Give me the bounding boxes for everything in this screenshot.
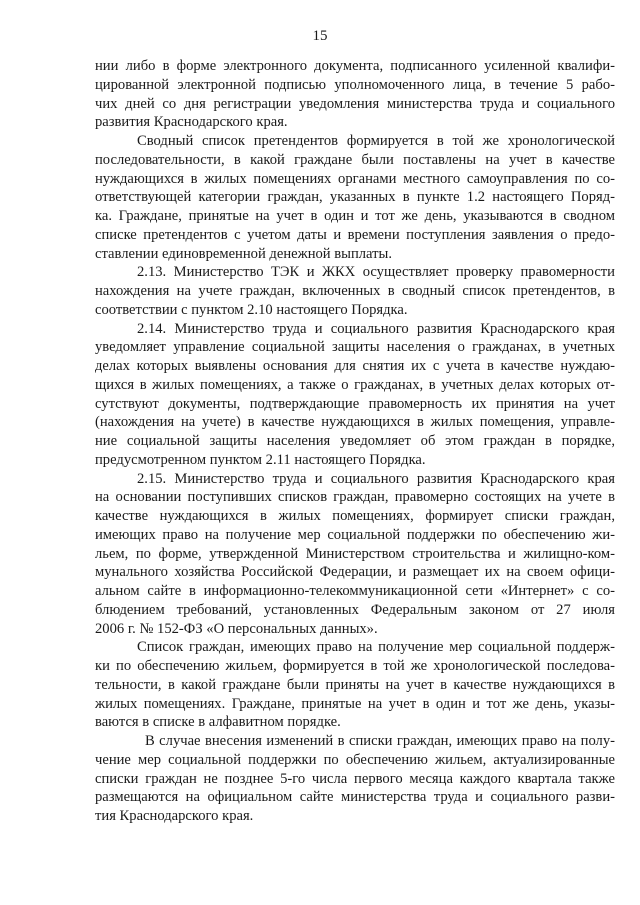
paragraph-citizens-list [95, 638, 615, 732]
text-line: мунального хозяйства Российской Федерации, и размещает их на своем офици- [95, 564, 615, 581]
text-line: блюдением требований, установленных Федеральным законом от 27 июля [95, 601, 615, 618]
text-line: на основании поступивших списков граждан, правомерно состоящих на учете в [95, 489, 615, 506]
text-line: ка. Граждане, принятые на учет в один и тот же день, указываются в сводном [95, 208, 615, 224]
text-line: В случае внесения изменений в списки граждан, имеющих право на полу- [145, 733, 615, 749]
text-line: сутствуют документы, подтверждающие правомерность их принятия на учет [95, 395, 615, 412]
text-line: развития Краснодарского края. [95, 114, 288, 131]
text-line: чих дней со дня регистрации уведомления министерства труда и социального [95, 95, 615, 112]
text-line: 2.14. Министерство труда и социального развития Краснодарского края [137, 320, 615, 337]
document-body [95, 57, 615, 826]
text-line: (нахождения на учете) в качестве нуждающихся в жилых помещения, управле- [95, 414, 615, 431]
text-line: нахождения на учете граждан, включенных в сводный список претендентов, в [95, 283, 615, 299]
text-line: делах которых выявлены основания для снятия их с учета в качестве нуждаю- [95, 358, 615, 374]
text-line: качестве нуждающихся в жилых помещениях, формирует списки граждан, [95, 508, 615, 524]
text-line: последовательности, в какой граждане были поставлены на учет в качестве [95, 151, 615, 168]
text-line: уведомляет управление социальной защиты населения о гражданах, в учетных [95, 339, 615, 356]
paragraph-clause-2-14 [95, 320, 615, 470]
text-line: льем, по форме, утвержденной Министерством строительства и жилищно-ком- [95, 545, 615, 562]
text-line: списке претендентов с учетом даты и времени поступления заявления о предо- [95, 226, 615, 243]
text-line: нии либо в форме электронного документа, подписанного усиленной квалифи- [95, 58, 615, 74]
text-line: Список граждан, имеющих право на получение мер социальной поддерж- [137, 639, 615, 656]
text-line: Сводный список претендентов формируется в той же хронологической [137, 133, 615, 149]
text-line: тия Краснодарского края. [95, 808, 254, 824]
text-line: 2.13. Министерство ТЭК и ЖКХ осуществляет проверку правомерности [137, 264, 615, 281]
text-line: ки по обеспечению жильем, формируется в той же хронологической последова- [95, 658, 615, 674]
text-line: нуждающихся в жилых помещениях органами местного самоуправления по со- [95, 170, 615, 187]
text-line: жилых помещениях. Граждане, принятые на учет в один и тот же день, указы- [95, 695, 615, 712]
text-line: чение мер социальной поддержки по обеспечению жильем, актуализированные [95, 751, 615, 768]
text-line: ответствующей категории граждан, указанных в пункте 1.2 настоящего Поряд- [95, 189, 615, 206]
text-line: ние социальной защиты населения уведомляет об этом граждан в порядке, [95, 433, 615, 449]
text-line: цированной электронной подписью уполномоченного лица, в течение 5 рабо- [95, 76, 615, 93]
text-line: ваются в списке в алфавитном порядке. [95, 714, 341, 731]
paragraph-continuation [95, 57, 615, 132]
page-number: 15 [312, 28, 328, 44]
text-line: соответствии с пунктом 2.10 настоящего Порядка. [95, 301, 408, 318]
text-line: тельности, в какой граждане были приняты на учет в качестве нуждающихся в [95, 676, 615, 693]
text-line: имеющих право на получение мер социальной поддержки по обеспечению жи- [95, 526, 615, 543]
text-line: ставлении единовременной денежной выплаты. [95, 245, 392, 262]
text-line: альном сайте в информационно-телекоммуникационной сети «Интернет» с со- [95, 583, 615, 599]
text-line: щихся в жилых помещениях, а также о гражданах, в учетных делах которых от- [95, 376, 615, 393]
text-line: размещаются на официальном сайте министерства труда и социального разви- [95, 789, 615, 806]
text-line: предусмотренном пунктом 2.11 настоящего Порядка. [95, 451, 426, 468]
paragraph-list-changes [95, 732, 615, 826]
paragraph-clause-2-15 [95, 470, 615, 639]
text-line: списки граждан не позднее 5-го числа первого месяца каждого квартала также [95, 770, 615, 787]
paragraph-consolidated-list [95, 132, 615, 263]
text-line: 2.15. Министерство труда и социального развития Краснодарского края [137, 470, 615, 487]
paragraph-clause-2-13 [95, 263, 615, 319]
text-line: 2006 г. № 152-ФЗ «О персональных данных». [95, 620, 378, 637]
